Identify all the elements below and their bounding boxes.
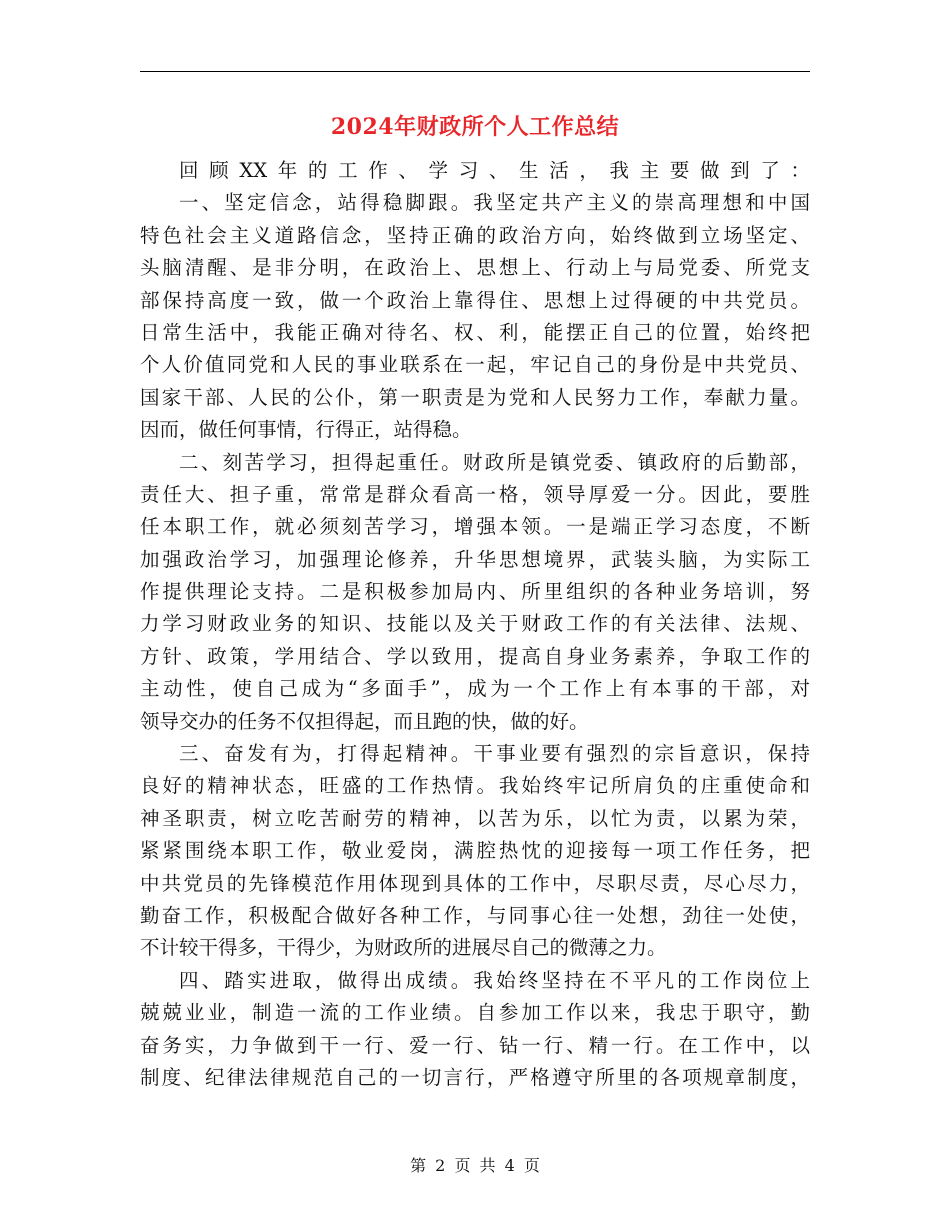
body-line: 领导交办的任务不仅担得起，而且跑的快，做的好。 xyxy=(140,709,589,733)
body-line: 头脑清醒、是非分明，在政治上、思想上、行动上与局党委、所党支 xyxy=(140,256,810,280)
body-line: 紧紧围绕本职工作，敬业爱岗，满腔热忱的迎接每一项工作任务，把 xyxy=(140,839,810,863)
body-line: 因而，做任何事情，行得正，站得稳。 xyxy=(140,418,472,442)
body-line: 作提供理论支持。二是积极参加局内、所里组织的各种业务培训，努 xyxy=(140,580,810,604)
body-line: 不计较干得多，干得少，为财政所的进展尽自己的微薄之力。 xyxy=(140,936,667,960)
body-line: 奋务实，力争做到干一行、爱一行、钻一行、精一行。在工作中，以 xyxy=(140,1033,810,1057)
body-line: 日常生活中，我能正确对待名、权、利，能摆正自己的位置，始终把 xyxy=(140,320,810,344)
body-line: 三、奋发有为，打得起精神。干事业要有强烈的宗旨意识，保持 xyxy=(179,742,810,766)
body-line: 方针、政策，学用结合、学以致用，提高自身业务素养，争取工作的 xyxy=(140,644,810,668)
body-line: 任本职工作，就必须刻苦学习，增强本领。一是端正学习态度，不断 xyxy=(140,515,810,539)
body-line: 兢兢业业，制造一流的工作业绩。自参加工作以来，我忠于职守，勤 xyxy=(140,1001,810,1025)
body-line: 四、踏实进取，做得出成绩。我始终坚持在不平凡的工作岗位上 xyxy=(179,968,810,992)
document-body xyxy=(140,155,810,1094)
body-line: 制度、纪律法律规范自己的一切言行，严格遵守所里的各项规章制度， xyxy=(140,1065,810,1089)
body-line: 神圣职责，树立吃苦耐劳的精神，以苦为乐，以忙为责，以累为荣， xyxy=(140,806,810,830)
body-line: 责任大、担子重，常常是群众看高一格，领导厚爱一分。因此，要胜 xyxy=(140,482,810,506)
body-line: 良好的精神状态，旺盛的工作热情。我始终牢记所肩负的庄重使命和 xyxy=(140,774,810,798)
body-line: 中共党员的先锋模范作用体现到具体的工作中，尽职尽责，尽心尽力， xyxy=(140,871,810,895)
body-line: 部保持高度一致，做一个政治上靠得住、思想上过得硬的中共党员。 xyxy=(140,288,810,312)
body-line: 个人价值同党和人民的事业联系在一起，牢记自己的身份是中共党员、 xyxy=(140,353,810,377)
page-number-footer: 第 2 页 共 4 页 xyxy=(410,1156,540,1175)
body-line: 一、坚定信念，站得稳脚跟。我坚定共产主义的崇高理想和中国 xyxy=(179,191,810,215)
document-title: 2024年财政所个人工作总结 xyxy=(330,114,620,140)
body-line: 主动性，使自己成为“多面手”，成为一个工作上有本事的干部，对 xyxy=(140,677,810,701)
body-line: 国家干部、人民的公仆，第一职责是为党和人民努力工作，奉献力量。 xyxy=(140,385,810,409)
body-line: 勤奋工作，积极配合做好各种工作，与同事心往一处想，劲往一处使， xyxy=(140,903,810,927)
body-line: 二、刻苦学习，担得起重任。财政所是镇党委、镇政府的后勤部， xyxy=(179,450,810,474)
body-line: 加强政治学习，加强理论修养，升华思想境界，武装头脑，为实际工 xyxy=(140,547,810,571)
body-line: 特色社会主义道路信念，坚持正确的政治方向，始终做到立场坚定、 xyxy=(140,223,810,247)
header-rule xyxy=(140,71,810,72)
body-line: 力学习财政业务的知识、技能以及关于财政工作的有关法律、法规、 xyxy=(140,612,810,636)
body-line: 回顾XX年的工作、学习、生活，我主要做到了： xyxy=(179,159,810,182)
